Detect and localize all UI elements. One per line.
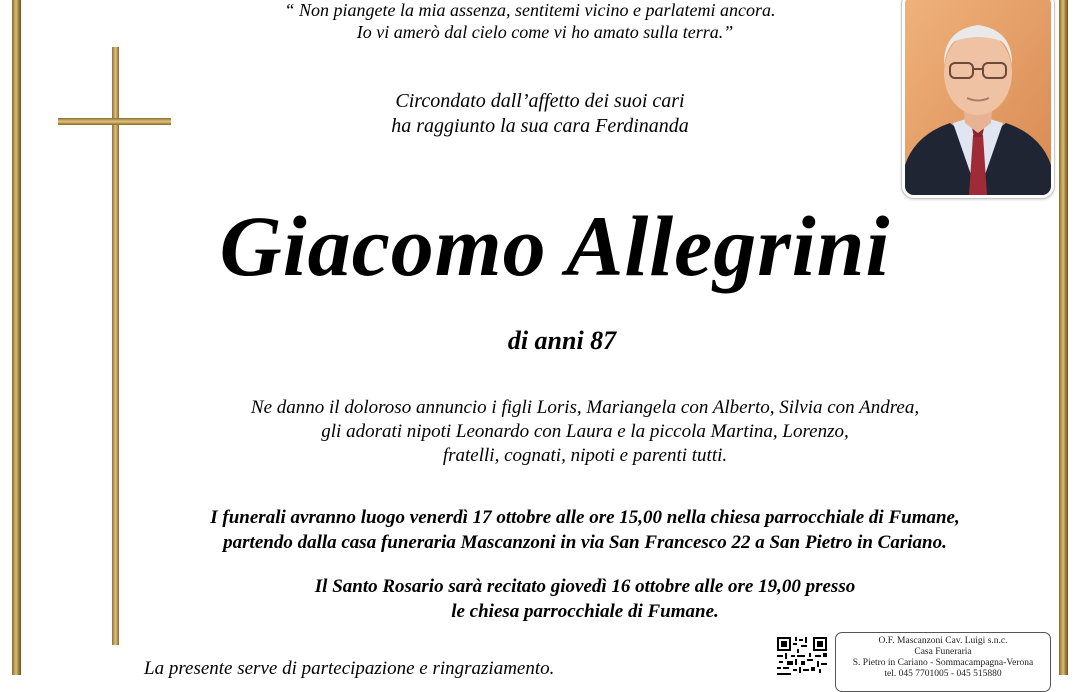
quote-line-2: Io vi amerò dal cielo come vi ho amato sulla terra.” [356,22,734,42]
rosary-line-2: le chiesa parrocchiale di Fumane. [451,601,719,622]
deceased-age: di anni 87 [507,326,617,355]
funeral-line-2: partendo dalla casa funeraria Mascanzoni in via San Francesco 22 a San Pietro in Cariano. [223,532,947,553]
cross-icon [112,47,119,645]
memorial-quote [230,0,830,43]
portrait-photo [902,0,1054,198]
rosary-details [230,574,940,624]
qr-code-icon[interactable] [777,637,827,675]
deceased-name: Giacomo Allegrini [219,198,891,294]
announcement-line-2: gli adorati nipoti Leonardo con Laura e la piccola Martina, Lorenzo, [321,421,849,442]
intro-line-2: ha raggiunto la sua cara Ferdinanda [391,115,689,137]
funeral-details [130,505,1040,555]
announcement-line-3: fratelli, cognati, nipoti e parenti tutti. [442,445,728,466]
funeral-home-name: O.F. Mascanzoni Cav. Luigi s.n.c. [878,636,1008,646]
quote-line-1: “ Non piangete la mia assenza, sentitemi vicino e parlatemi ancora. [284,0,776,20]
gold-frame-right [1059,0,1068,675]
funeral-home-locations: S. Pietro in Cariano - Sommacampagna-Verona [852,658,1034,668]
funeral-home-box [835,632,1051,692]
cross-icon-arm [58,118,171,125]
funeral-line-1: I funerali avranno luogo venerdì 17 ottobre alle ore 15,00 nella chiesa parrocchiale di Fumane, [210,507,960,528]
funeral-home-type: Casa Funeraria [914,647,972,657]
intro-text [330,89,750,139]
rosary-line-1: Il Santo Rosario sarà recitato giovedì 16 ottobre alle ore 19,00 presso [314,576,856,597]
intro-line-1: Circondato dall’affetto dei suoi cari [395,90,685,112]
announcement-text [150,396,1020,468]
thanks-note: La presente serve di partecipazione e ringraziamento. [144,658,555,679]
gold-frame-left [12,0,21,675]
funeral-home-phone: tel. 045 7701005 - 045 515880 [884,669,1002,679]
announcement-line-1: Ne danno il doloroso annuncio i figli Loris, Mariangela con Alberto, Silvia con Andrea, [250,397,920,418]
